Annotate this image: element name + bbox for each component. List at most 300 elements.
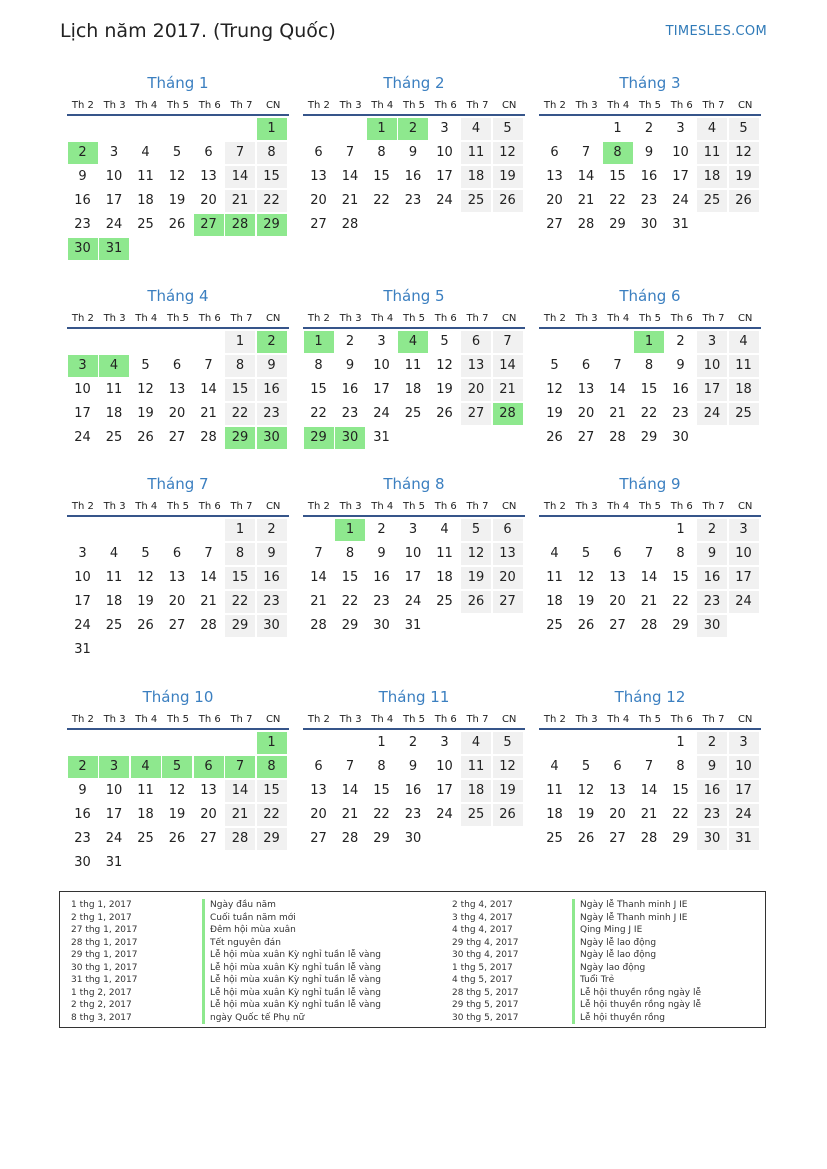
day-cell: 5 <box>461 519 491 541</box>
day-cell: 9 <box>408 759 418 774</box>
weekday-label: Th 6 <box>670 100 693 111</box>
day-cell: 21 <box>200 406 217 421</box>
day-cell: 31 <box>404 618 422 633</box>
day-cell: 28 <box>640 618 658 633</box>
day-cell: 8 <box>225 355 255 377</box>
day-cell: 25 <box>461 804 491 826</box>
day-cell: 18 <box>137 807 154 822</box>
day-cell: 4 <box>461 118 491 140</box>
day-cell: 1 <box>676 735 685 750</box>
day-cell: 18 <box>105 594 123 609</box>
weekday-header <box>67 94 289 116</box>
weekday-label: Th 5 <box>403 313 426 324</box>
day-cell: 26 <box>729 190 759 212</box>
weekday-label: CN <box>737 714 753 725</box>
day-cell: 30 <box>74 855 91 870</box>
weekday-label: Th 6 <box>198 714 221 725</box>
month-block <box>539 285 761 475</box>
weekday-label: Th 5 <box>167 714 190 725</box>
day-cell: 3 <box>377 334 386 349</box>
day-cell: 4 <box>141 145 150 160</box>
day-cell: 17 <box>105 807 123 822</box>
day-cell: 19 <box>168 807 186 822</box>
day-cell: 30 <box>640 217 658 232</box>
legend-holiday-name: Lễ hội mùa xuân Kỳ nghỉ tuần lễ vàng <box>202 974 381 987</box>
day-cell: 25 <box>729 403 759 425</box>
day-cell: 19 <box>493 780 523 802</box>
day-cell: 13 <box>310 783 327 798</box>
day-grid <box>539 118 761 262</box>
day-cell: 11 <box>546 570 563 585</box>
day-cell: 16 <box>697 567 727 589</box>
day-cell: 6 <box>314 145 323 160</box>
day-cell: 6 <box>172 546 182 561</box>
month-block <box>67 285 289 475</box>
day-cell: 10 <box>697 355 727 377</box>
day-cell: 27 <box>461 403 491 425</box>
day-cell: 18 <box>404 382 422 397</box>
day-cell: 16 <box>373 570 390 585</box>
weekday-label: Th 4 <box>371 313 394 324</box>
weekday-label: Th 6 <box>434 313 457 324</box>
day-cell: 5 <box>172 145 182 160</box>
day-cell: 14 <box>493 355 523 377</box>
day-cell: 25 <box>436 594 453 609</box>
day-cell: 29 <box>672 618 689 633</box>
holiday-day-cell: 3 <box>99 756 129 778</box>
day-cell: 19 <box>493 166 523 188</box>
holiday-day-cell: 28 <box>225 214 255 236</box>
legend-dates-right <box>452 899 518 1024</box>
day-cell: 11 <box>546 783 563 798</box>
legend-holiday-name: Lễ hội thuyền rồng ngày lễ <box>572 999 701 1012</box>
weekday-label: Th 7 <box>702 313 725 324</box>
weekday-label: Th 6 <box>434 501 457 512</box>
weekday-label: Th 7 <box>230 100 253 111</box>
day-cell: 14 <box>577 169 595 184</box>
day-cell: 28 <box>200 430 217 445</box>
day-cell: 24 <box>373 406 390 421</box>
day-cell: 16 <box>404 783 422 798</box>
day-cell: 9 <box>345 358 355 373</box>
day-cell: 4 <box>109 546 119 561</box>
day-cell: 12 <box>577 783 595 798</box>
weekday-label: CN <box>501 313 517 324</box>
day-cell: 16 <box>257 567 287 589</box>
day-cell: 11 <box>137 169 154 184</box>
legend-date: 30 thg 5, 2017 <box>452 1012 519 1023</box>
day-cell: 6 <box>204 145 213 160</box>
legend-holiday-name: Ngày lễ Thanh minh J IE <box>572 912 701 925</box>
weekday-label: Th 5 <box>639 501 662 512</box>
day-cell: 20 <box>200 193 217 208</box>
day-cell: 23 <box>341 406 359 421</box>
holiday-day-cell: 5 <box>162 756 192 778</box>
day-cell: 19 <box>729 166 759 188</box>
day-cell: 17 <box>373 382 390 397</box>
day-cell: 9 <box>78 169 87 184</box>
day-cell: 2 <box>676 334 685 349</box>
legend-holiday-name: Qing Ming J IE <box>572 924 701 937</box>
day-cell: 28 <box>310 618 327 633</box>
weekday-label: Th 2 <box>307 714 330 725</box>
day-cell: 9 <box>644 145 654 160</box>
holiday-day-cell: 1 <box>634 331 664 353</box>
day-grid <box>303 732 525 876</box>
day-cell: 24 <box>74 618 91 633</box>
weekday-label: Th 4 <box>607 313 630 324</box>
day-cell: 24 <box>105 217 123 232</box>
day-cell: 11 <box>404 358 422 373</box>
legend-holiday-name: Lễ hội mùa xuân Kỳ nghỉ tuần lễ vàng <box>202 999 381 1012</box>
day-cell: 14 <box>640 783 658 798</box>
day-cell: 7 <box>204 358 213 373</box>
holiday-day-cell: 30 <box>335 427 365 449</box>
day-cell: 16 <box>404 169 422 184</box>
day-cell: 10 <box>436 759 453 774</box>
legend-dates-left <box>71 899 137 1024</box>
legend-holiday-name: Lễ hội thuyền rồng <box>572 1012 701 1025</box>
holiday-day-cell: 29 <box>257 214 287 236</box>
day-cell: 19 <box>577 807 595 822</box>
day-cell: 18 <box>546 594 563 609</box>
day-cell: 27 <box>310 831 327 846</box>
day-cell: 22 <box>373 193 390 208</box>
day-cell: 18 <box>461 780 491 802</box>
weekday-label: Th 4 <box>135 100 158 111</box>
day-cell: 6 <box>461 331 491 353</box>
day-cell: 2 <box>697 732 727 754</box>
day-cell: 28 <box>200 618 217 633</box>
day-grid <box>303 519 525 663</box>
day-cell: 27 <box>609 831 626 846</box>
weekday-label: Th 4 <box>607 100 630 111</box>
day-cell: 11 <box>461 756 491 778</box>
day-cell: 15 <box>609 169 626 184</box>
weekday-label: Th 3 <box>575 501 598 512</box>
day-cell: 23 <box>404 807 422 822</box>
weekday-label: Th 4 <box>371 714 394 725</box>
day-cell: 20 <box>310 193 327 208</box>
day-cell: 26 <box>137 430 154 445</box>
weekday-label: Th 6 <box>434 714 457 725</box>
weekday-label: Th 7 <box>230 501 253 512</box>
day-cell: 25 <box>105 430 123 445</box>
holiday-day-cell: 31 <box>99 238 129 260</box>
day-cell: 7 <box>644 546 654 561</box>
weekday-label: CN <box>265 501 281 512</box>
holiday-day-cell: 1 <box>257 732 287 754</box>
month-block <box>67 72 289 262</box>
day-cell: 22 <box>609 193 626 208</box>
legend-date: 8 thg 3, 2017 <box>71 1012 132 1023</box>
day-cell: 24 <box>729 591 759 613</box>
day-cell: 11 <box>729 355 759 377</box>
day-cell: 20 <box>577 406 595 421</box>
holiday-day-cell: 2 <box>68 756 98 778</box>
day-cell: 12 <box>461 543 491 565</box>
weekday-label: CN <box>501 714 517 725</box>
holiday-day-cell: 29 <box>225 427 255 449</box>
weekday-label: CN <box>737 313 753 324</box>
day-cell: 5 <box>440 334 449 349</box>
weekday-label: Th 4 <box>607 501 630 512</box>
weekday-label: Th 3 <box>103 313 126 324</box>
day-cell: 11 <box>137 783 154 798</box>
day-cell: 12 <box>493 142 523 164</box>
day-cell: 17 <box>436 169 453 184</box>
day-cell: 23 <box>404 193 422 208</box>
day-cell: 27 <box>200 831 217 846</box>
day-cell: 24 <box>697 403 727 425</box>
day-cell: 22 <box>310 406 327 421</box>
month-name: Tháng 7 <box>147 475 209 493</box>
day-grid <box>303 118 525 262</box>
day-cell: 13 <box>168 570 186 585</box>
day-cell: 31 <box>74 642 91 657</box>
day-cell: 9 <box>257 355 287 377</box>
day-cell: 6 <box>550 145 559 160</box>
day-cell: 28 <box>609 430 626 445</box>
day-cell: 5 <box>550 358 559 373</box>
day-cell: 29 <box>257 828 287 850</box>
day-cell: 13 <box>200 169 217 184</box>
day-cell: 10 <box>729 756 759 778</box>
day-cell: 17 <box>729 780 759 802</box>
day-cell: 3 <box>78 546 87 561</box>
day-cell: 18 <box>105 406 123 421</box>
day-cell: 9 <box>257 543 287 565</box>
holiday-day-cell: 3 <box>68 355 98 377</box>
day-cell: 17 <box>105 193 123 208</box>
weekday-label: Th 2 <box>543 501 566 512</box>
day-cell: 23 <box>672 406 689 421</box>
day-grid <box>539 331 761 475</box>
day-cell: 5 <box>141 546 150 561</box>
holiday-day-cell: 1 <box>335 519 365 541</box>
day-cell: 20 <box>310 807 327 822</box>
day-cell: 19 <box>461 567 491 589</box>
day-cell: 17 <box>404 570 422 585</box>
day-cell: 25 <box>137 831 154 846</box>
day-cell: 5 <box>729 118 759 140</box>
legend-date: 4 thg 5, 2017 <box>452 975 513 985</box>
day-cell: 29 <box>225 615 255 637</box>
day-cell: 23 <box>640 193 658 208</box>
month-block <box>303 686 525 876</box>
day-cell: 12 <box>493 756 523 778</box>
day-cell: 12 <box>137 570 154 585</box>
day-cell: 21 <box>609 406 626 421</box>
day-cell: 15 <box>672 783 689 798</box>
day-cell: 27 <box>546 217 563 232</box>
month-block <box>539 686 761 876</box>
legend-date: 27 thg 1, 2017 <box>71 925 138 935</box>
weekday-label: CN <box>501 501 517 512</box>
day-cell: 21 <box>225 804 255 826</box>
day-cell: 6 <box>172 358 182 373</box>
day-cell: 27 <box>493 591 523 613</box>
day-cell: 15 <box>341 570 359 585</box>
day-cell: 15 <box>373 169 390 184</box>
day-cell: 19 <box>436 382 453 397</box>
day-cell: 2 <box>257 519 287 541</box>
day-cell: 4 <box>550 759 559 774</box>
legend-date: 4 thg 4, 2017 <box>452 925 513 935</box>
day-cell: 18 <box>461 166 491 188</box>
weekday-label: Th 2 <box>71 100 94 111</box>
holiday-day-cell: 2 <box>257 331 287 353</box>
day-cell: 23 <box>74 831 91 846</box>
day-cell: 23 <box>257 591 287 613</box>
weekday-label: Th 7 <box>702 714 725 725</box>
month-name: Tháng 6 <box>619 287 681 305</box>
day-cell: 7 <box>204 546 213 561</box>
legend-names-left <box>202 899 381 1024</box>
weekday-label: Th 5 <box>167 501 190 512</box>
day-cell: 16 <box>672 382 689 397</box>
legend-date: 30 thg 4, 2017 <box>452 950 519 960</box>
weekday-label: Th 6 <box>198 313 221 324</box>
legend-date: 28 thg 1, 2017 <box>71 937 138 948</box>
day-grid <box>67 732 289 876</box>
day-cell: 15 <box>373 783 390 798</box>
legend-holiday-name: Ngày lễ lao động <box>572 949 701 962</box>
day-cell: 21 <box>225 190 255 212</box>
day-cell: 24 <box>729 804 759 826</box>
legend-date: 30 thg 1, 2017 <box>71 962 138 973</box>
holiday-day-cell: 7 <box>225 756 255 778</box>
legend-date: 29 thg 4, 2017 <box>452 937 519 948</box>
day-cell: 23 <box>373 594 390 609</box>
day-cell: 21 <box>310 594 327 609</box>
day-cell: 16 <box>341 382 359 397</box>
day-cell: 30 <box>404 831 422 846</box>
day-cell: 20 <box>493 567 523 589</box>
day-cell: 15 <box>672 570 689 585</box>
weekday-label: Th 2 <box>307 100 330 111</box>
day-cell: 15 <box>640 382 658 397</box>
weekday-label: CN <box>265 313 281 324</box>
holiday-day-cell: 6 <box>194 756 224 778</box>
day-cell: 15 <box>310 382 327 397</box>
holiday-day-cell: 30 <box>257 427 287 449</box>
weekday-header <box>303 495 525 517</box>
day-cell: 15 <box>225 379 255 401</box>
weekday-label: Th 3 <box>339 501 362 512</box>
weekday-label: Th 3 <box>339 714 362 725</box>
day-cell: 5 <box>493 732 523 754</box>
weekday-label: Th 4 <box>135 714 158 725</box>
weekday-header <box>303 307 525 329</box>
day-cell: 10 <box>404 546 422 561</box>
day-cell: 7 <box>613 358 622 373</box>
day-cell: 22 <box>672 807 689 822</box>
month-name: Tháng 2 <box>383 74 445 92</box>
day-cell: 25 <box>137 217 154 232</box>
weekday-label: Th 7 <box>702 100 725 111</box>
day-cell: 4 <box>729 331 759 353</box>
legend-date: 1 thg 5, 2017 <box>452 962 513 973</box>
day-cell: 30 <box>373 618 390 633</box>
day-cell: 19 <box>168 193 186 208</box>
day-cell: 8 <box>225 543 255 565</box>
day-cell: 2 <box>345 334 355 349</box>
day-cell: 19 <box>137 406 154 421</box>
day-cell: 3 <box>440 121 449 136</box>
weekday-label: Th 6 <box>670 501 693 512</box>
day-cell: 23 <box>257 403 287 425</box>
holiday-day-cell: 29 <box>304 427 334 449</box>
weekday-label: Th 5 <box>403 501 426 512</box>
day-cell: 1 <box>225 331 255 353</box>
day-cell: 4 <box>550 546 559 561</box>
legend-holiday-name: Cuối tuần năm mới <box>202 912 381 925</box>
brand-link[interactable]: TIMESLES.COM <box>665 24 767 39</box>
day-cell: 21 <box>493 379 523 401</box>
weekday-label: Th 3 <box>103 100 126 111</box>
weekday-label: Th 3 <box>103 501 126 512</box>
legend-date: 2 thg 4, 2017 <box>452 900 513 910</box>
day-cell: 22 <box>640 406 658 421</box>
day-cell: 4 <box>461 732 491 754</box>
day-cell: 14 <box>640 570 658 585</box>
weekday-label: CN <box>265 100 281 111</box>
weekday-header <box>67 495 289 517</box>
day-cell: 3 <box>729 519 759 541</box>
weekday-label: Th 7 <box>466 501 489 512</box>
holiday-day-cell: 30 <box>68 238 98 260</box>
day-cell: 10 <box>729 543 759 565</box>
day-cell: 15 <box>225 567 255 589</box>
day-cell: 23 <box>697 591 727 613</box>
day-cell: 13 <box>546 169 563 184</box>
weekday-label: Th 6 <box>434 100 457 111</box>
month-name: Tháng 10 <box>142 688 214 706</box>
holiday-day-cell: 27 <box>194 214 224 236</box>
day-cell: 8 <box>314 358 323 373</box>
day-cell: 3 <box>676 121 685 136</box>
day-grid <box>539 732 761 876</box>
day-cell: 27 <box>577 430 595 445</box>
day-cell: 12 <box>577 570 595 585</box>
weekday-label: Th 4 <box>371 100 394 111</box>
day-cell: 8 <box>377 145 386 160</box>
day-cell: 31 <box>672 217 689 232</box>
day-cell: 29 <box>341 618 359 633</box>
day-cell: 18 <box>436 570 453 585</box>
holiday-day-cell: 1 <box>257 118 287 140</box>
day-cell: 5 <box>493 118 523 140</box>
holiday-day-cell: 28 <box>493 403 523 425</box>
weekday-header <box>303 708 525 730</box>
day-cell: 26 <box>546 430 563 445</box>
month-name: Tháng 9 <box>619 475 681 493</box>
holiday-day-cell: 4 <box>131 756 161 778</box>
day-cell: 8 <box>676 759 685 774</box>
day-cell: 16 <box>257 379 287 401</box>
day-cell: 13 <box>493 543 523 565</box>
day-cell: 11 <box>105 570 123 585</box>
month-name: Tháng 1 <box>147 74 209 92</box>
day-cell: 10 <box>105 783 123 798</box>
month-name: Tháng 8 <box>383 475 445 493</box>
weekday-label: Th 7 <box>466 714 489 725</box>
holiday-day-cell: 1 <box>367 118 397 140</box>
day-grid <box>539 519 761 663</box>
month-block <box>67 473 289 663</box>
day-cell: 4 <box>440 522 449 537</box>
